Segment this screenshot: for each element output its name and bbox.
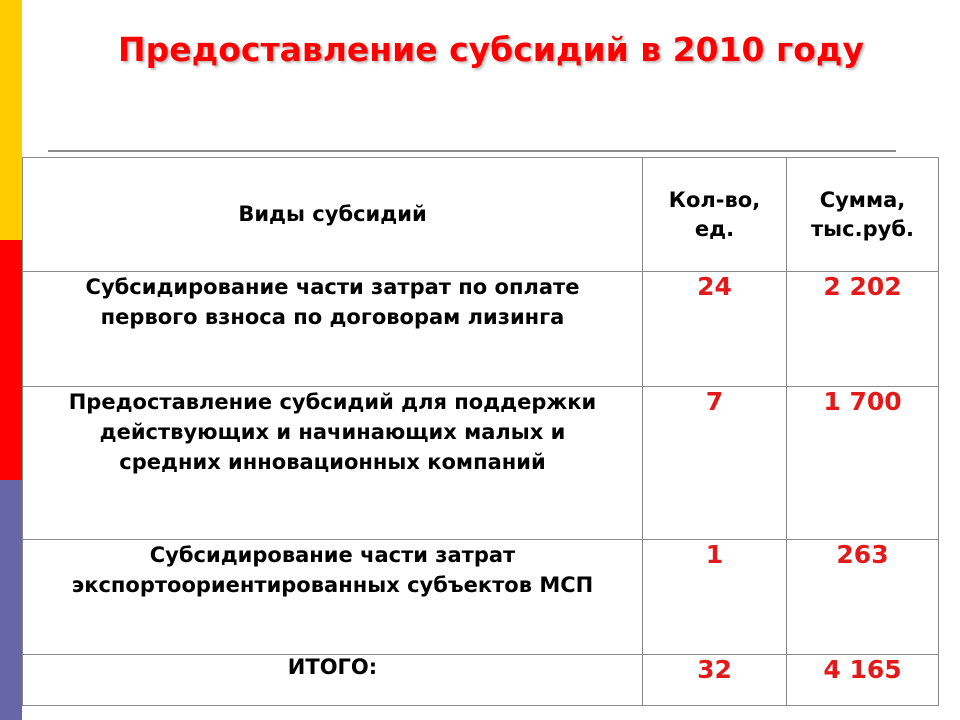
table-row	[23, 387, 939, 540]
subsidy-type-cell	[23, 272, 643, 387]
total-sum: 4 165	[787, 655, 939, 706]
subsidy-type-line: экспортоориентированных субъектов МСП	[71, 573, 594, 598]
sum-cell: 1 700	[787, 387, 939, 540]
sum-cell: 263	[787, 540, 939, 655]
header-sum	[787, 158, 939, 272]
total-label: ИТОГО:	[23, 655, 643, 706]
subsidy-type-line: действующих и начинающих малых и	[99, 420, 566, 445]
subsidy-type-line: Субсидирование части затрат	[149, 543, 516, 567]
header-qty-line1: Кол-во,	[668, 188, 761, 213]
qty-cell: 7	[643, 387, 787, 540]
header-qty-line2: ед.	[694, 216, 735, 241]
total-row	[23, 655, 939, 706]
qty-cell: 24	[643, 272, 787, 387]
header-sum-line2: тыс.руб.	[811, 216, 914, 241]
accent-bar-purple	[0, 480, 22, 720]
table-row	[23, 540, 939, 655]
slide-title: Предоставление субсидий в 2010 году	[117, 30, 865, 69]
header-sum-line1: Сумма,	[819, 188, 906, 213]
table-row	[23, 272, 939, 387]
subsidy-type-line: первого взноса по договорам лизинга	[100, 305, 565, 330]
header-qty	[643, 158, 787, 272]
subsidy-type-cell	[23, 387, 643, 540]
qty-cell: 1	[643, 540, 787, 655]
accent-bar-yellow	[0, 0, 22, 240]
subsidy-type-line: Субсидирование части затрат по оплате	[85, 275, 580, 299]
accent-bar-red	[0, 240, 22, 480]
title-divider	[48, 150, 896, 152]
sum-cell: 2 202	[787, 272, 939, 387]
total-qty: 32	[643, 655, 787, 706]
subsidy-type-cell	[23, 540, 643, 655]
subsidies-table	[22, 157, 939, 706]
subsidy-type-line: средних инновационных компаний	[119, 450, 546, 475]
header-type-label: Виды субсидий	[238, 202, 427, 227]
table-header-row	[23, 158, 939, 272]
subsidy-type-line: Предоставление субсидий для поддержки	[68, 390, 597, 414]
header-type	[23, 158, 643, 272]
